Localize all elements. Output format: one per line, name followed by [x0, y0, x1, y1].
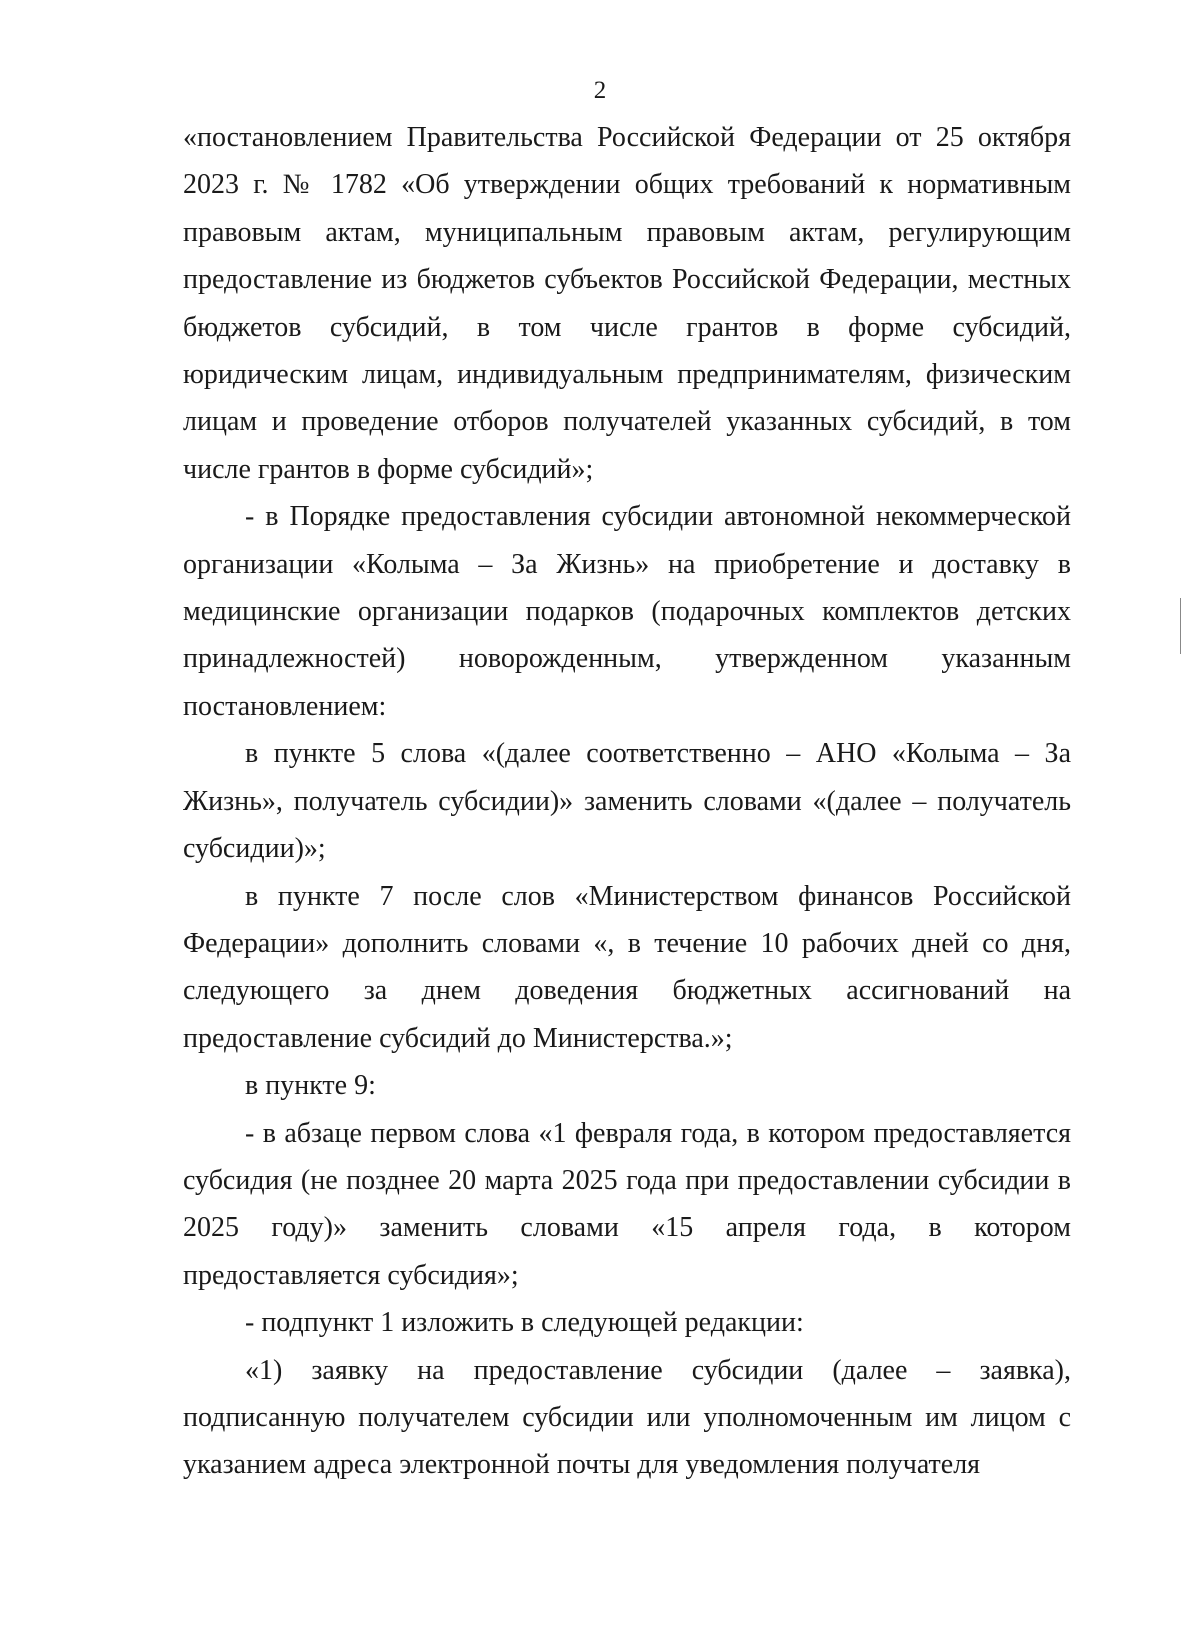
paragraph-clause-9: в пункте 9:: [245, 1070, 376, 1102]
document-body: [183, 114, 1071, 1489]
paragraph-clause-5: в пункте 5 слова «(далее соответственно – АНО «Колыма – За Жизнь», получатель субсидии)» заменить словами «(далее – получатель субсидии)»;: [183, 738, 1071, 865]
scan-artifact-line: [1180, 598, 1181, 654]
paragraph-application: «1) заявку на предоставление субсидии (далее – заявка), подписанную получателем субсидии или уполномоченным им лицом с указанием адреса электронной почты для уведомления получателя: [183, 1354, 1071, 1481]
paragraph-clause-9-first-abzac: - в абзаце первом слова «1 февраля года, в котором предоставляется субсидия (не позднее 20 марта 2025 года при предоставлении субсидии в 2025 году)» заменить словами «15 апреля года, в котором предоставляется субсидия»;: [183, 1117, 1071, 1291]
paragraph-order-amendment: - в Порядке предоставления субсидии автономной некоммерческой организации «Колыма – За Жизнь» на приобретение и доставку в медицинские организации подарков (подарочных комплектов детских принадлежностей) новорожденным, утвержденном указанным постановлением:: [183, 501, 1071, 722]
page-number: 2: [593, 77, 607, 104]
paragraph-resolution-reference: «постановлением Правительства Российской Федерации от 25 октября 2023 г. № 1782 «Об утверждении общих требований к нормативным правовым актам, муниципальным правовым актам, регулирующим предоставление из бюджетов субъектов Российской Федерации, местных бюджетов субсидий, в том числе грантов в форме субсидий, юридическим лицам, индивидуальным предпринимателям, физическим лицам и проведение отборов получателей указанных субсидий, в том числе грантов в форме субсидий»;: [183, 122, 1071, 485]
paragraph-subclause-1: - подпункт 1 изложить в следующей редакции:: [245, 1307, 804, 1339]
paragraph-clause-7: в пункте 7 после слов «Министерством финансов Российской Федерации» дополнить словами «, в течение 10 рабочих дней со дня, следующего за днем доведения бюджетных ассигнований на предоставление субсидий до Министерства.»;: [183, 880, 1071, 1054]
